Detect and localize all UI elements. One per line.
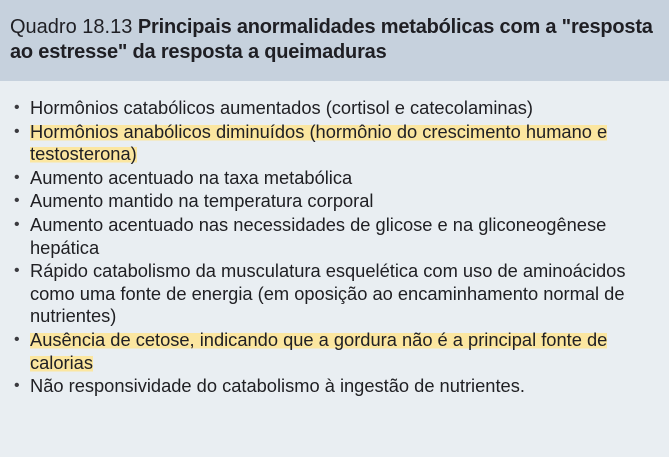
bullet-icon: • [14, 215, 20, 233]
list-item-text: Não responsividade do catabolismo à ingestão de nutrientes. [30, 375, 525, 397]
list-item [14, 260, 654, 328]
list-item [14, 121, 654, 166]
bullet-icon: • [14, 168, 20, 186]
quadro-header [0, 0, 669, 81]
bullet-icon: • [14, 377, 20, 395]
list-item [14, 214, 654, 259]
list-item-text: Ausência de cetose, indicando que a gordura não é a principal fonte de calorias [30, 328, 608, 373]
list-item-text: Hormônios catabólicos aumentados (cortisol e catecolaminas) [30, 97, 533, 118]
list-item-text: Aumento mantido na temperatura corporal [30, 190, 374, 212]
bullet-icon: • [14, 99, 20, 116]
bullet-icon: • [14, 192, 20, 210]
list-item [14, 167, 654, 190]
list-item-text: Aumento acentuado na taxa metabólica [30, 166, 353, 188]
list-item-text: Hormônios anabólicos diminuídos (hormônio do crescimento humano e testosterona) [30, 120, 608, 165]
list-item [14, 329, 654, 374]
bullet-icon: • [14, 330, 20, 348]
bullet-icon: • [14, 262, 20, 280]
list-item-text: Aumento acentuado nas necessidades de glicose e na gliconeogênese hepática [30, 213, 607, 258]
abnormalities-list [0, 97, 654, 399]
quadro-number: Quadro 18.13 [10, 16, 133, 38]
list-item [14, 375, 654, 398]
list-item [14, 97, 654, 120]
list-item [14, 190, 654, 213]
quadro-title: Principais anormalidades metabólicas com a "resposta ao estresse" da resposta a queimaduras [10, 16, 653, 63]
bullet-icon: • [14, 122, 20, 140]
list-item-text: Rápido catabolismo da musculatura esquelética com uso de aminoácidos como uma fonte de energia (em oposição ao encaminhamento normal de nutrientes) [30, 260, 626, 327]
